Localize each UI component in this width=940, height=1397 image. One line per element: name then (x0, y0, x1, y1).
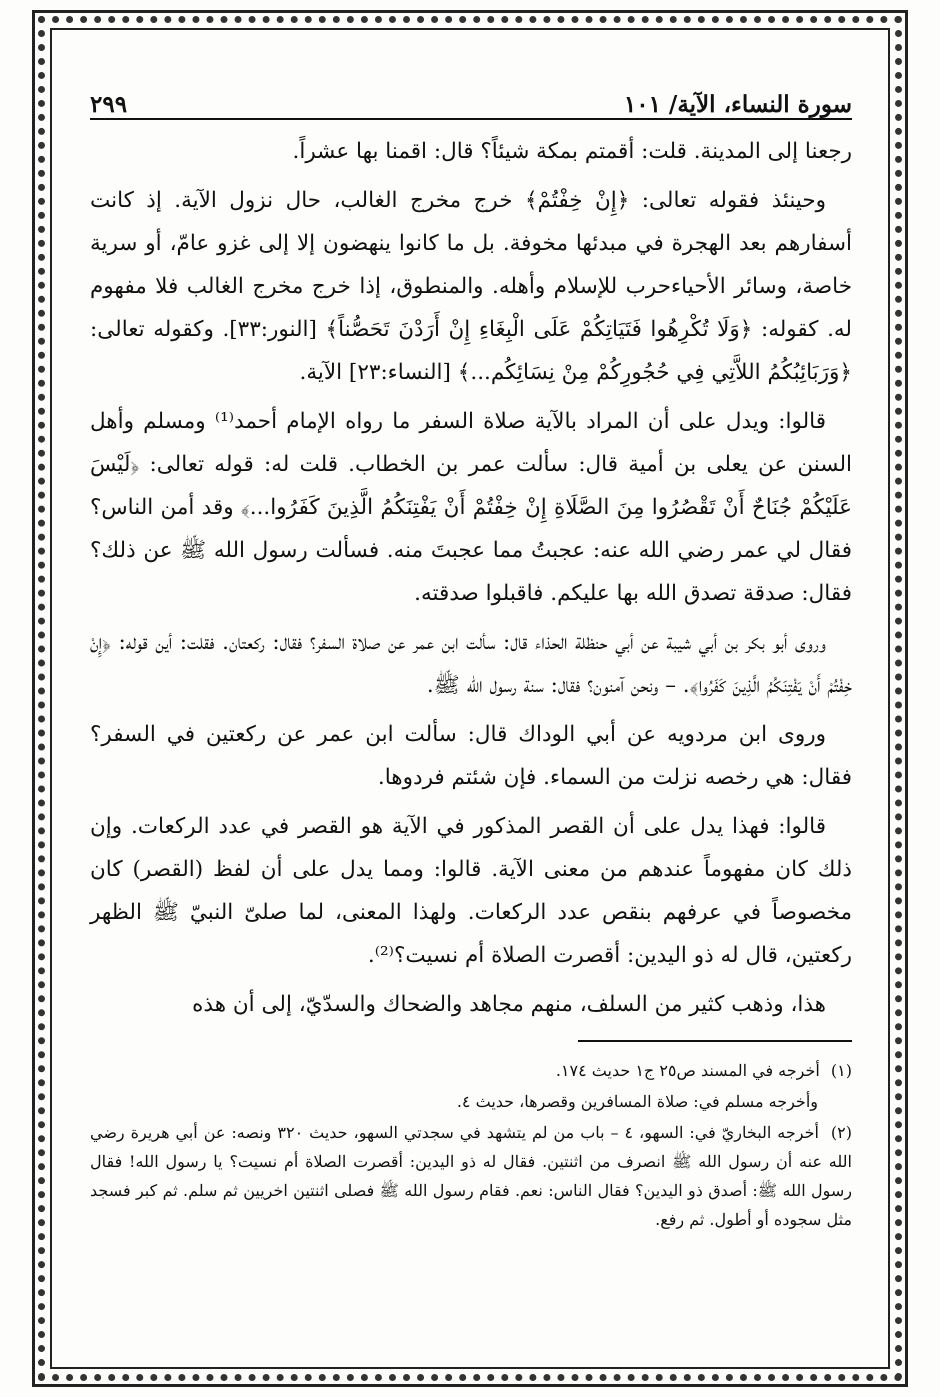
body-text (90, 130, 852, 1026)
running-header (90, 74, 852, 120)
footnote-text: وأخرجه مسلم في: صلاة المسافرين وقصرها، حديث ٤. (456, 1092, 818, 1111)
paragraph: رجعنا إلى المدينة. قلت: أقمتم بمكة شيئاً؟ قال: اقمنا بها عشراً. (292, 139, 852, 164)
paragraph: هذا، وذهب كثير من السلف، منهم مجاهد والضحاك والسدّيّ، إلى أن هذه (192, 992, 826, 1017)
paragraph: وروى أبو بكر بن أبي شيبة عن أبي حنظلة الحذاء قال: سألت ابن عمر عن صلاة السفر؟ فقال: ركعتان. فقلت: أين قوله: ﴿إِنْ خِفْتُمْ أَنْ يَفْتِنَكُمُ الَّذِينَ كَفَرُوا﴾. – ونحن آمنون؟ فقال: سنة رسول الله ﷺ. (90, 630, 852, 698)
footnote-text: أخرجه البخاريّ في: السهو، ٤ – باب من لم يتشهد في سجدتي السهو، حديث ٣٢٠ ونصه: عن أبي هريرة رضي الله عنه أن رسول الله ﷺ انصرف من اثنتين. فقال له ذو اليدين: أقصرت الصلاة أم نسيت؟ يا رسول الله! فقال رسول الله ﷺ: أصدق ذو اليدين؟ فقال الناس: نعم. فقام رسول الله ﷺ فصلى اثنتين اخريين ثم سلم. ثم كبر فسجد مثل سجوده أو أطول. ثم رفع. (90, 1123, 852, 1229)
footnote-separator (578, 1040, 852, 1042)
paragraph: وحينئذ فقوله تعالى: ﴿إِنْ خِفْتُمْ﴾ خرج مخرج الغالب، حال نزول الآية. إذ كانت أسفارهم بعد الهجرة في مبدئها مخوفة. بل ما كانوا ينهضون إلا إلى غزو عامّ، أو سرية خاصة، وسائر الأحياءحرب للإسلام وأهله. والمنطوق، إذا خرج مخرج الغالب فلا مفهوم له. كقوله: ﴿وَلَا تُكْرِهُوا فَتَيَاتِكُمْ عَلَى الْبِغَاءِ إِنْ أَرَدْنَ تَحَصُّناً﴾ [النور:٣٣]. وكقوله تعالى: ﴿وَرَبَائِبُكُمُ اللاَّتِي فِي حُجُورِكُمْ مِنْ نِسَائِكُم...﴾ [النساء:٢٣] الآية. (90, 188, 852, 385)
footnotes (90, 1056, 852, 1234)
paragraph: قالوا: ويدل على أن المراد بالآية صلاة السفر ما رواه الإمام أحمد⁽¹⁾ ومسلم وأهل السنن عن يعلى بن أمية قال: سألت عمر بن الخطاب. قلت له: قوله تعالى: ﴿لَيْسَ عَلَيْكُمْ جُنَاحٌ أَنْ تَقْصُرُوا مِنَ الصَّلَاةِ إِنْ خِفْتُمْ أَنْ يَفْتِنَكُمُ الَّذِينَ كَفَرُوا...﴾ وقد أمن الناس؟ فقال لي عمر رضي الله عنه: عجبتُ مما عجبتَ منه. فسألت رسول الله ﷺ عن ذلك؟ فقال: صدقة تصدق الله بها عليكم. فاقبلوا صدقته. (90, 409, 852, 606)
header-title: سورة النساء، الآية/ ١٠١ (623, 91, 852, 118)
footnote (90, 1056, 852, 1085)
footnote (90, 1118, 852, 1234)
footnote-number: (٢) (830, 1123, 853, 1142)
page-content (90, 74, 852, 1334)
footnote (90, 1087, 852, 1116)
paragraph: قالوا: فهذا يدل على أن القصر المذكور في الآية هو القصر في عدد الركعات. وإن ذلك كان مفهوماً عندهم من معنى الآية. قالوا: ومما يدل على أن لفظ (القصر) كان مخصوصاً في عرفهم بنقص عدد الركعات. ولهذا المعنى، لما صلىّ النبيّ ﷺ الظهر ركعتين، قال له ذو اليدين: أقصرت الصلاة أم نسيت؟⁽²⁾. (90, 814, 852, 968)
footnote-number: (١) (830, 1061, 852, 1080)
page-number: ٢٩٩ (90, 91, 128, 118)
footnote-text: أخرجه في المسند ص٢٥ ج١ حديث ١٧٤. (555, 1061, 820, 1080)
paragraph: وروى ابن مردويه عن أبي الوداك قال: سألت ابن عمر عن ركعتين في السفر؟ فقال: هي رخصه نزلت من السماء. فإن شئتم فردوها. (90, 722, 852, 790)
